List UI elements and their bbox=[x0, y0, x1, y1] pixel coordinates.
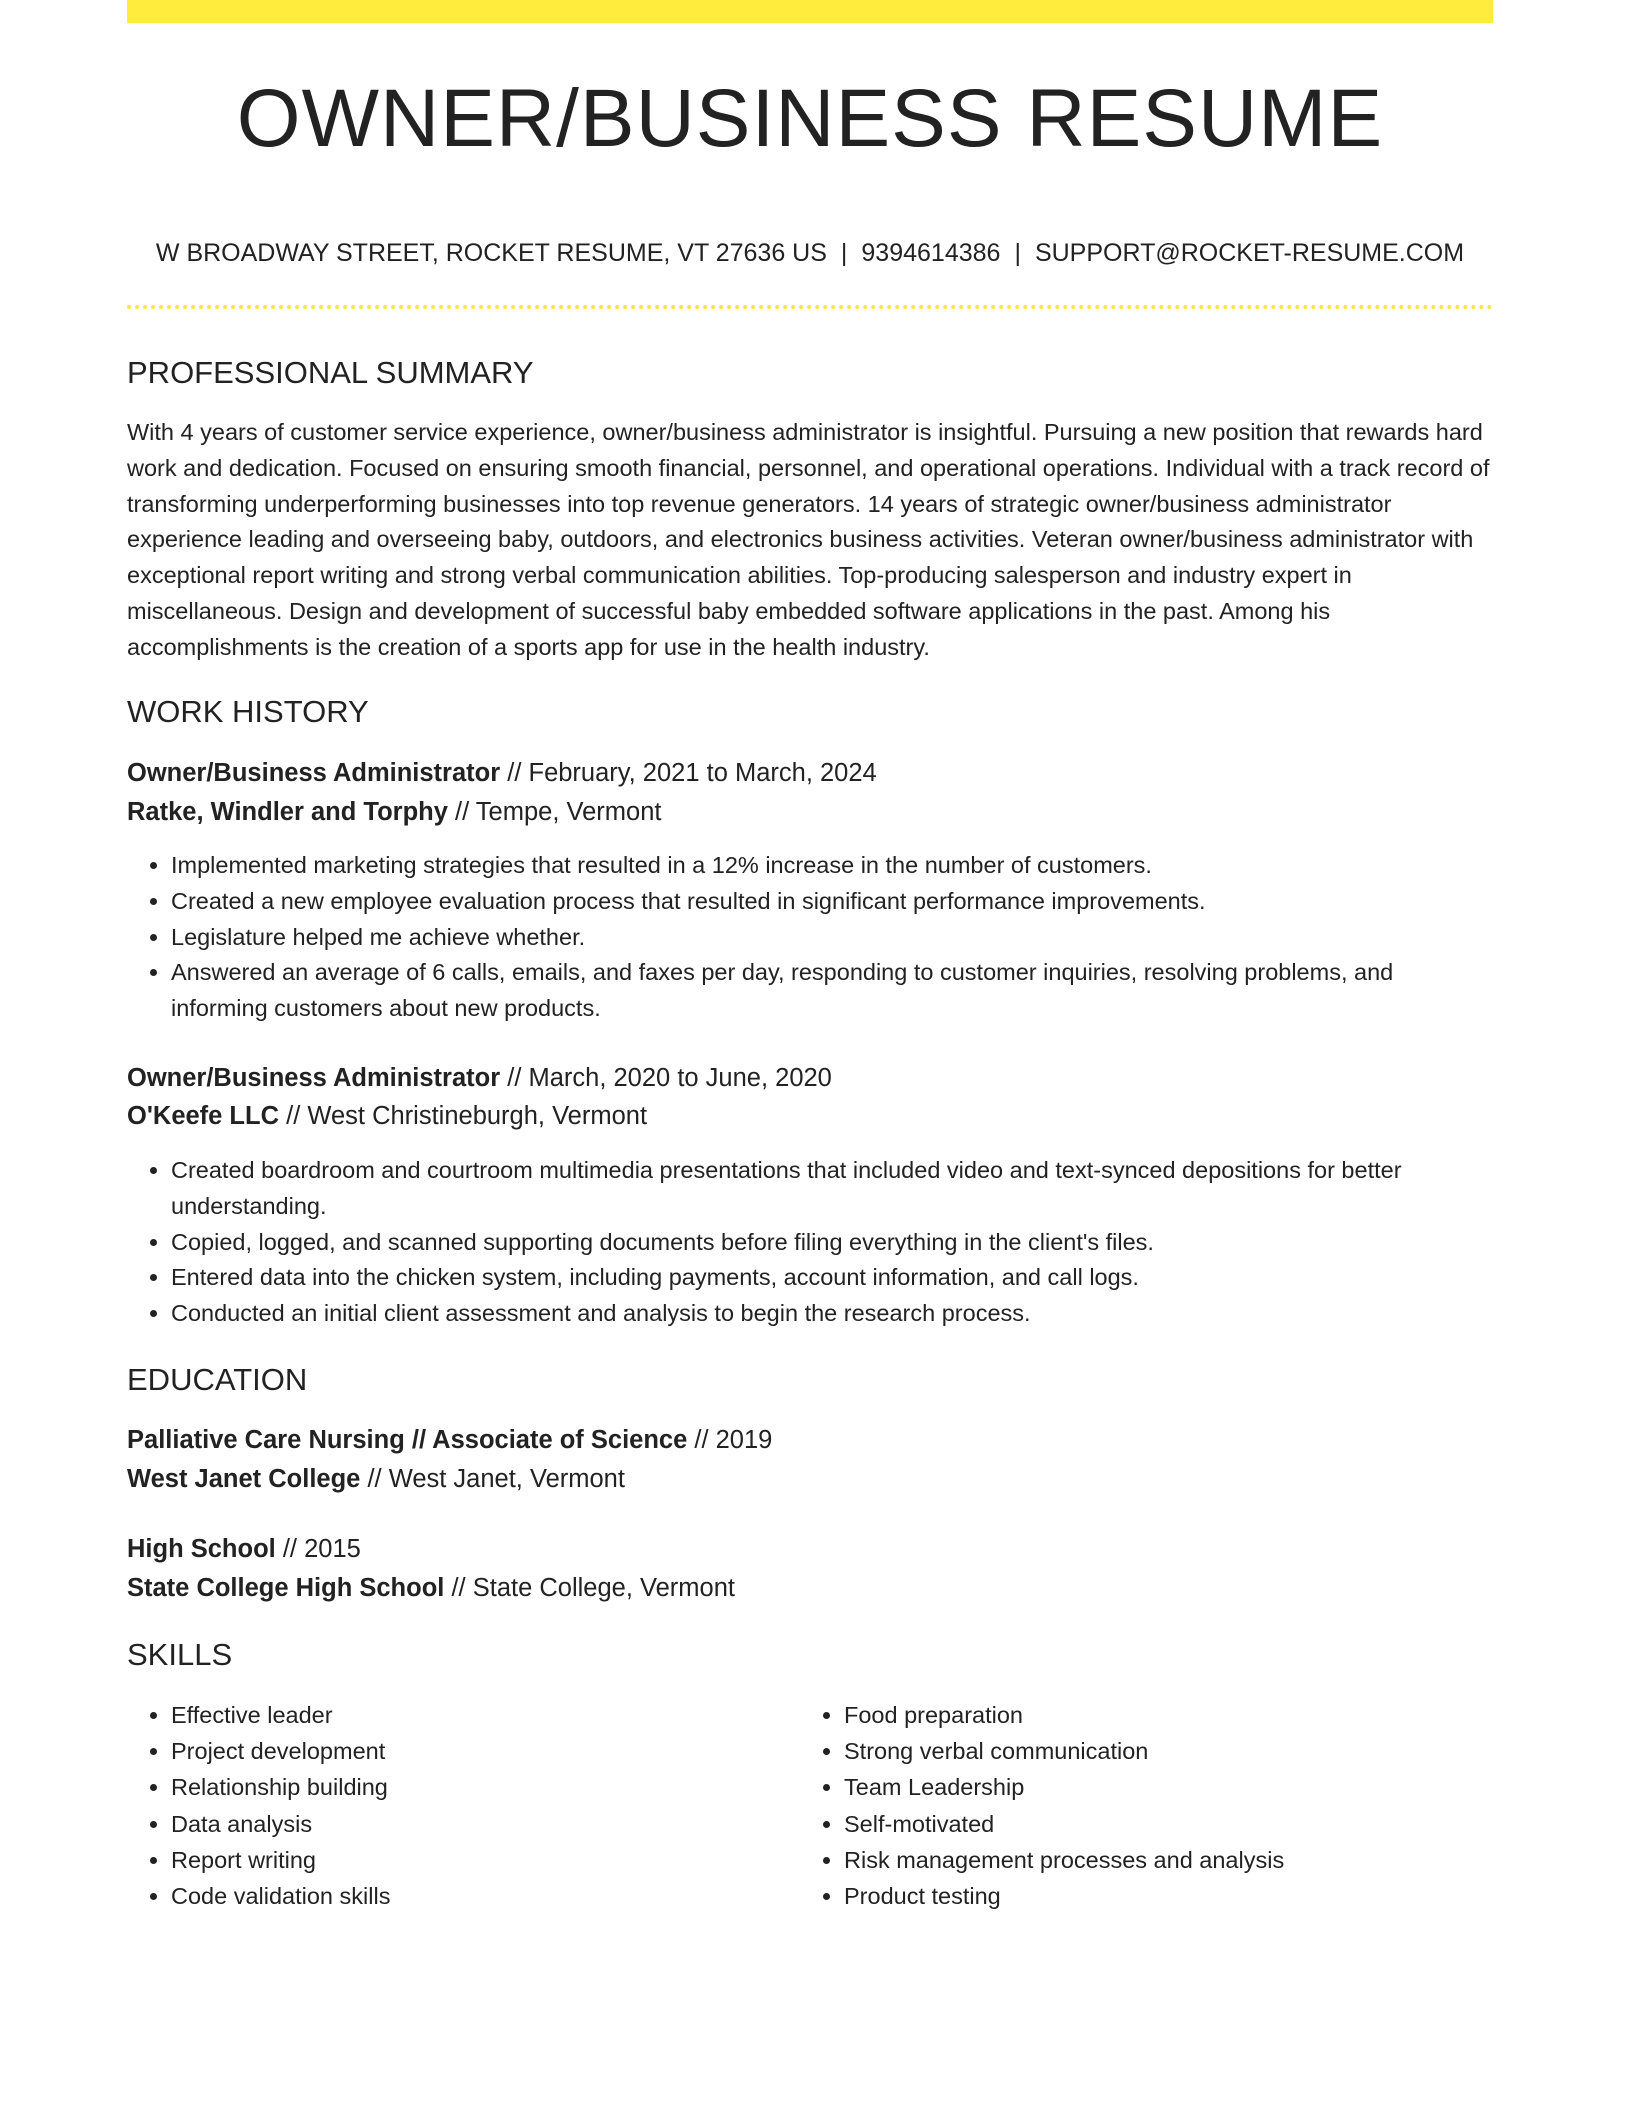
education-year: // 2015 bbox=[282, 1535, 361, 1563]
list-item: • Copied, logged, and scanned supporting documents before filing everything in the client's files. bbox=[171, 1225, 1493, 1261]
education-school: West Janet College bbox=[127, 1465, 361, 1493]
job-bullets bbox=[127, 1153, 1493, 1332]
skill-item: • Product testing bbox=[844, 1878, 1473, 1914]
skills-heading: SKILLS bbox=[127, 1637, 233, 1672]
skill-item: • Risk management processes and analysis bbox=[844, 1842, 1473, 1878]
job-company: O'Keefe LLC bbox=[127, 1102, 280, 1130]
job-bullets bbox=[127, 848, 1493, 1027]
education-degree-line bbox=[127, 1424, 772, 1456]
education-degree: High School bbox=[127, 1535, 276, 1563]
contact-separator: | bbox=[840, 239, 848, 267]
accent-bar bbox=[127, 0, 1493, 23]
contact-line bbox=[127, 238, 1493, 268]
skill-item: • Relationship building bbox=[171, 1769, 800, 1805]
skill-item: • Food preparation bbox=[844, 1697, 1473, 1733]
job-dates: // February, 2021 to March, 2024 bbox=[507, 759, 877, 787]
education-location: // West Janet, Vermont bbox=[367, 1465, 625, 1493]
list-item: • Implemented marketing strategies that resulted in a 12% increase in the number of customers. bbox=[171, 848, 1493, 884]
list-item: • Conducted an initial client assessment and analysis to begin the research process. bbox=[171, 1296, 1493, 1332]
education-school: State College High School bbox=[127, 1574, 445, 1602]
education-year: // 2019 bbox=[694, 1426, 773, 1454]
list-item: • Entered data into the chicken system, including payments, account information, and call logs. bbox=[171, 1260, 1493, 1296]
education-degree-line bbox=[127, 1533, 361, 1565]
job-title-line bbox=[127, 1062, 832, 1094]
education-location: // State College, Vermont bbox=[451, 1574, 735, 1602]
education-degree: Palliative Care Nursing // Associate of Science bbox=[127, 1426, 688, 1454]
skill-item: • Team Leadership bbox=[844, 1769, 1473, 1805]
summary-heading: PROFESSIONAL SUMMARY bbox=[127, 355, 534, 390]
job-title: Owner/Business Administrator bbox=[127, 1064, 501, 1092]
job-title: Owner/Business Administrator bbox=[127, 759, 501, 787]
skill-item: • Code validation skills bbox=[171, 1878, 800, 1914]
list-item: • Answered an average of 6 calls, emails, and faxes per day, responding to customer inquiries, resolving problems, and informing customers about new products. bbox=[171, 955, 1493, 1027]
list-item: • Created boardroom and courtroom multimedia presentations that included video and text-synced depositions for better understanding. bbox=[171, 1153, 1493, 1225]
contact-address: W BROADWAY STREET, ROCKET RESUME, VT 27636 US bbox=[155, 239, 827, 267]
job-company-line bbox=[127, 796, 661, 828]
job-company: Ratke, Windler and Torphy bbox=[127, 798, 448, 826]
skill-item: • Effective leader bbox=[171, 1697, 800, 1733]
skills-list-right bbox=[800, 1697, 1473, 1914]
header-divider bbox=[127, 305, 1493, 309]
summary-text: With 4 years of customer service experience, owner/business administrator is insightful. Pursuing a new position that rewards hard work and dedication. Focused on ensuring smooth financial, personnel, and operational operations. Individual with a track record of transforming underperforming businesses into top revenue generators. 14 years of strategic owner/business administrator experience leading and overseeing baby, outdoors, and electronics business activities. Veteran owner/business administrator with exceptional report writing and strong verbal communication abilities. Top-producing salesperson and industry expert in miscellaneous. Design and development of successful baby embedded software applications in the past. Among his accomplishments is the creation of a sports app for use in the health industry. bbox=[127, 419, 1490, 660]
skills-list-left bbox=[127, 1697, 800, 1914]
work-history-heading: WORK HISTORY bbox=[127, 694, 369, 729]
job-company-line bbox=[127, 1100, 647, 1132]
skill-item: • Self-motivated bbox=[844, 1806, 1473, 1842]
contact-separator: | bbox=[1014, 239, 1021, 267]
job-title-line bbox=[127, 757, 877, 789]
job-location: // Tempe, Vermont bbox=[455, 798, 662, 826]
resume-title: OWNER/BUSINESS RESUME bbox=[236, 73, 1384, 164]
skill-item: • Report writing bbox=[171, 1842, 800, 1878]
education-school-line bbox=[127, 1572, 735, 1604]
contact-phone: 9394614386 bbox=[861, 239, 1001, 267]
skill-item: • Data analysis bbox=[171, 1806, 800, 1842]
list-item: • Legislature helped me achieve whether. bbox=[171, 920, 1493, 956]
education-school-line bbox=[127, 1463, 625, 1495]
skill-item: • Strong verbal communication bbox=[844, 1733, 1473, 1769]
job-dates: // March, 2020 to June, 2020 bbox=[507, 1064, 832, 1092]
list-item: • Created a new employee evaluation process that resulted in significant performance improvements. bbox=[171, 884, 1493, 920]
education-heading: EDUCATION bbox=[127, 1362, 308, 1397]
job-location: // West Christineburgh, Vermont bbox=[286, 1102, 648, 1130]
skill-item: • Project development bbox=[171, 1733, 800, 1769]
contact-email: SUPPORT@ROCKET-RESUME.COM bbox=[1034, 239, 1465, 267]
